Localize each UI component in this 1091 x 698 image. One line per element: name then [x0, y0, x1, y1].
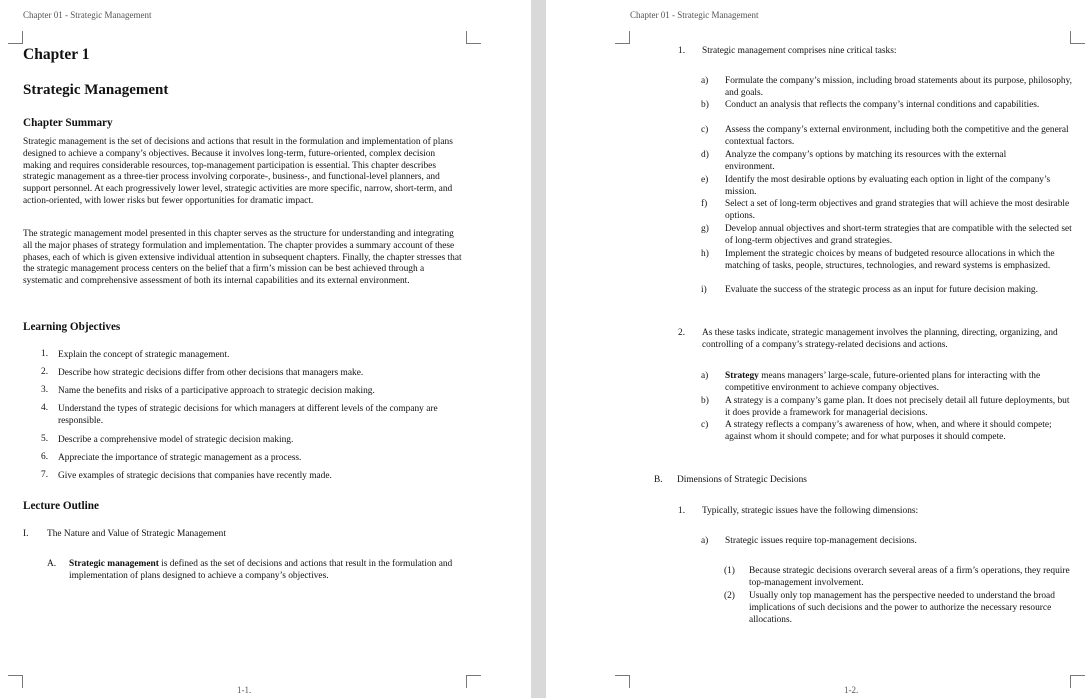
list-item-letter: c)	[701, 420, 709, 430]
list-item-letter: h)	[701, 249, 709, 259]
outline-number: A.	[47, 559, 57, 569]
list-item-number: 2.	[678, 328, 686, 338]
list-item-number: 6.	[41, 452, 49, 462]
outline-item	[69, 559, 459, 583]
list-item-letter: a)	[701, 76, 709, 86]
list-item-number: 4.	[41, 403, 49, 413]
list-item: Select a set of long-term objectives and grand strategies that will achieve the most desirable options.	[725, 199, 1070, 221]
list-item: Strategic issues require top-management decisions.	[725, 536, 917, 546]
list-item: A strategy reflects a company’s awareness of how, when, and where it should compete; against whom it should compete; and for what purposes it should compete.	[725, 420, 1052, 442]
chapter-title: Chapter 1	[23, 46, 90, 63]
list-item: A strategy is a company’s game plan. It does not precisely detail all future deployments, but it does provide a framework for managerial decisions.	[725, 396, 1070, 418]
crop-mark	[466, 31, 481, 44]
crop-mark	[466, 675, 481, 688]
list-item-letter: b)	[701, 396, 709, 406]
summary-paragraph-1: Strategic management is the set of decisions and actions that result in the formulation and implementation of plans designed to achieve a company’s objectives. Because it involves long-term, future-oriented, complex decision making and requires considerable resources, top-management participation is essential. This chapter describes strategic management as a three-tier process involving corporate-, business-, and functional-level planners, and support personnel. At each progressively lower level, strategic activities are more specific, narrow, short-term, and action-oriented, with lower risks but fewer opportunities for dramatic impact.	[23, 137, 453, 206]
crop-mark	[1070, 675, 1085, 688]
crop-mark	[8, 675, 23, 688]
page-number: 1-1.	[237, 685, 252, 695]
list-item-number: (1)	[724, 566, 735, 576]
list-item-number: 2.	[41, 367, 49, 377]
document-page-2	[546, 0, 1091, 698]
definition: is defined as the set of decisions and actions that result in the formulation and implementation of plans designed to achieve a company’s objectives.	[69, 559, 453, 581]
list-item-letter: b)	[701, 100, 709, 110]
page-number: 1-2.	[844, 685, 859, 695]
list-item: Develop annual objectives and short-term strategies that are compatible with the selected set of long-term objectives and grand strategies.	[725, 224, 1072, 246]
outline-heading: Lecture Outline	[23, 500, 99, 512]
list-item: Formulate the company’s mission, including broad statements about its purpose, philosophy, and goals.	[725, 76, 1073, 98]
list-item-number: 1.	[678, 506, 686, 516]
list-item: Give examples of strategic decisions that companies have recently made.	[58, 471, 332, 481]
list-item: Conduct an analysis that reflects the company’s internal conditions and capabilities.	[725, 100, 1040, 110]
outline-item: Dimensions of Strategic Decisions	[677, 475, 807, 485]
list-item: Understand the types of strategic decisions for which managers at different levels of the company are responsible.	[58, 404, 438, 426]
subject-title: Strategic Management	[23, 82, 169, 98]
list-item: Name the benefits and risks of a participative approach to strategic decision making.	[58, 386, 375, 396]
list-item: Strategic management comprises nine critical tasks:	[702, 46, 897, 56]
list-item-letter: e)	[701, 175, 709, 185]
list-item-letter: i)	[701, 285, 707, 295]
list-item-number: 3.	[41, 385, 49, 395]
list-item-number: 5.	[41, 434, 49, 444]
summary-heading: Chapter Summary	[23, 117, 113, 129]
page-header: Chapter 01 - Strategic Management	[23, 10, 152, 20]
list-item: Analyze the company’s options by matching its resources with the external environment.	[725, 150, 1007, 172]
list-item-letter: a)	[701, 536, 709, 546]
list-item: Identify the most desirable options by evaluating each option in light of the company’s mission.	[725, 175, 1051, 197]
list-item: Describe a comprehensive model of strategic decision making.	[58, 435, 294, 445]
list-item-number: (2)	[724, 591, 735, 601]
summary-paragraph-2: The strategic management model presented in this chapter serves as the structure for understanding and integrating all the major phases of strategy formulation and implementation. The chapter provides a summary account of these phases, each of which is given extensive individual attention in subsequent chapters. Finally, the chapter stresses that the strategic management process centers on the belief that a firm’s mission can be best achieved through a systematic and comprehensive assessment of both its internal capabilities and its external environment.	[23, 229, 462, 287]
page-header: Chapter 01 - Strategic Management	[630, 10, 759, 20]
list-item: Typically, strategic issues have the following dimensions:	[702, 506, 919, 516]
outline-number: I.	[23, 529, 29, 539]
outline-number: B.	[654, 475, 663, 485]
document-page-1	[0, 0, 531, 698]
list-item-number: 7.	[41, 470, 49, 480]
crop-mark	[615, 675, 630, 688]
list-item: Explain the concept of strategic management.	[58, 350, 230, 360]
outline-item: The Nature and Value of Strategic Management	[47, 529, 226, 539]
list-item: Evaluate the success of the strategic process as an input for future decision making.	[725, 285, 1038, 295]
list-item: Implement the strategic choices by means of budgeted resource allocations in which the matching of tasks, people, structures, technologies, and reward systems is emphasized.	[725, 249, 1055, 271]
term: Strategic management	[69, 559, 159, 569]
list-item: Appreciate the importance of strategic management as a process.	[58, 453, 302, 463]
crop-mark	[615, 31, 630, 44]
definition: means managers’ large-scale, future-oriented plans for interacting with the competitive environment to achieve company objectives.	[725, 371, 1041, 393]
list-item: Describe how strategic decisions differ from other decisions that managers make.	[58, 368, 364, 378]
list-item	[725, 371, 1075, 395]
term: Strategy	[725, 371, 759, 381]
list-item: As these tasks indicate, strategic management involves the planning, directing, organizing, and controlling of a company’s strategy-related decisions and actions.	[702, 328, 1058, 350]
crop-mark	[1070, 31, 1085, 44]
list-item-letter: d)	[701, 150, 709, 160]
list-item-number: 1.	[678, 46, 686, 56]
list-item-letter: f)	[701, 199, 708, 209]
list-item: Because strategic decisions overarch several areas of a firm’s operations, they require top-management involvement.	[749, 566, 1070, 588]
objectives-heading: Learning Objectives	[23, 321, 121, 333]
list-item-number: 1.	[41, 349, 49, 359]
crop-mark	[8, 31, 23, 44]
list-item-letter: a)	[701, 371, 709, 381]
list-item: Assess the company’s external environment, including both the competitive and the general contextual factors.	[725, 125, 1069, 147]
list-item-letter: c)	[701, 125, 709, 135]
list-item-letter: g)	[701, 224, 709, 234]
list-item: Usually only top management has the perspective needed to understand the broad implications of such decisions and the power to authorize the necessary resource allocations.	[749, 591, 1055, 625]
